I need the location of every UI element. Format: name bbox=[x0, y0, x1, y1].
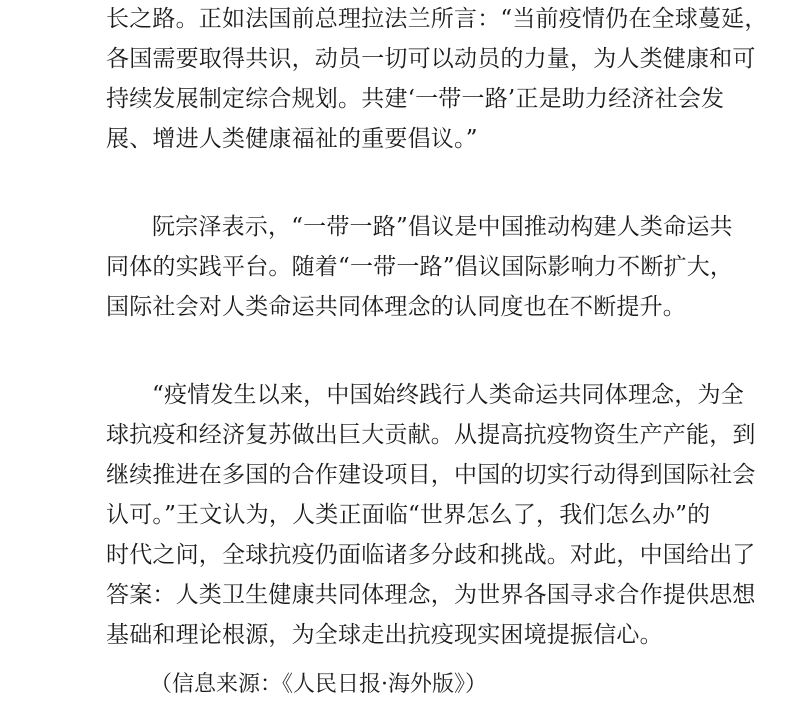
paragraph-line: 阮宗泽表示，“一带一路”倡议是中国推动构建人类命运共 bbox=[152, 214, 733, 240]
paragraph-line: 国际社会对人类命运共同体理念的认同度也在不断提升。 bbox=[106, 294, 686, 320]
paragraph-line: 时代之问，全球抗疫仍面临诸多分歧和挑战。对此，中国给出了 bbox=[106, 542, 756, 568]
paragraph-line: 认可。”王文认为，人类正面临“世界怎么了，我们怎么办”的 bbox=[106, 502, 711, 528]
paragraph-line: 展、增进人类健康福祉的重要倡议。” bbox=[106, 126, 478, 152]
paragraph-line: 长之路。正如法国前总理拉法兰所言：“当前疫情仍在全球蔓延， bbox=[106, 6, 768, 32]
paragraph-line: 球抗疫和经济复苏做出巨大贡献。从提高抗疫物资生产产能，到 bbox=[106, 422, 756, 448]
paragraph-line: 基础和理论根源，为全球走出抗疫现实困境提振信心。 bbox=[106, 622, 663, 648]
paragraph-line: 答案：人类卫生健康共同体理念，为世界各国寻求合作提供思想 bbox=[106, 582, 756, 608]
paragraph-line: 同体的实践平台。随着“一带一路”倡议国际影响力不断扩大， bbox=[106, 254, 734, 280]
paragraph-line: 各国需要取得共识，动员一切可以动员的力量，为人类健康和可 bbox=[106, 46, 756, 72]
paragraph-line: 继续推进在多国的合作建设项目，中国的切实行动得到国际社会 bbox=[106, 462, 756, 488]
source-note: （信息来源：《人民日报·海外版》） bbox=[150, 672, 487, 697]
paragraph-line: 持续发展制定综合规划。共建‘一带一路’正是助力经济社会发 bbox=[106, 86, 725, 112]
paragraph-line: “疫情发生以来，中国始终践行人类命运共同体理念，为全 bbox=[152, 382, 744, 408]
